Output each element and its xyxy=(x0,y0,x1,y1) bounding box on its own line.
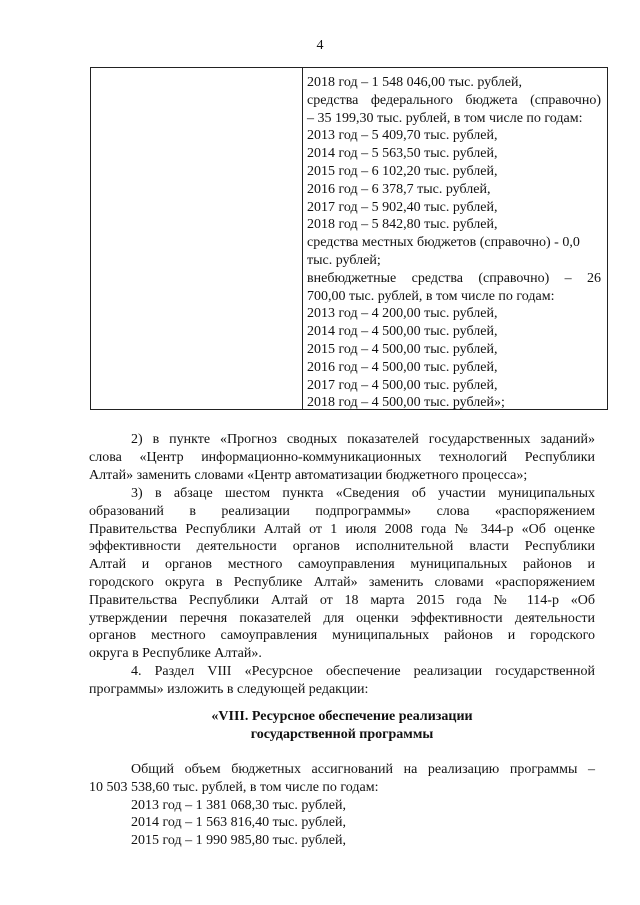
section-heading-line: «VIII. Ресурсное обеспечение реализации xyxy=(211,709,473,724)
table-line: 2017 год – 4 500,00 тыс. рублей, xyxy=(307,377,498,393)
paragraph-line: городского округа в Республике Алтай» заменить словами «распоряжением xyxy=(89,574,595,590)
paragraph-line: органов местного самоуправления муниципальных районов и городского xyxy=(89,628,595,644)
funding-table xyxy=(90,67,608,410)
table-line: 700,00 тыс. рублей, в том числе по годам: xyxy=(307,288,555,304)
paragraph-line: слова «Центр информационно-коммуникационных технологий Республики xyxy=(89,449,595,465)
paragraph-line: округа в Республике Алтай». xyxy=(89,646,262,662)
table-column-divider xyxy=(302,68,303,409)
section-heading-line: государственной программы xyxy=(250,726,434,742)
paragraph-line: 3) в абзаце шестом пункта «Сведения об участии муниципальных xyxy=(131,486,595,501)
paragraph-line: утверждении перечня показателей для оценки эффективности деятельности xyxy=(89,610,595,626)
table-line: 2015 год – 6 102,20 тыс. рублей, xyxy=(307,163,498,179)
table-line: 2014 год – 4 500,00 тыс. рублей, xyxy=(307,324,498,340)
table-line: 2016 год – 6 378,7 тыс. рублей, xyxy=(307,181,491,197)
table-line: 2016 год – 4 500,00 тыс. рублей, xyxy=(307,359,498,375)
table-line: – 35 199,30 тыс. рублей, в том числе по годам: xyxy=(307,110,583,126)
paragraph-line: 2013 год – 1 381 068,30 тыс. рублей, xyxy=(131,797,346,813)
paragraph-line: Алтай и органов местного самоуправления муниципальных районов и xyxy=(89,557,595,573)
paragraph-line: образований в реализации подпрограммы» слова «распоряжением xyxy=(89,503,595,519)
table-line: 2017 год – 5 902,40 тыс. рублей, xyxy=(307,199,498,215)
table-line: 2014 год – 5 563,50 тыс. рублей, xyxy=(307,146,498,162)
table-line: тыс. рублей; xyxy=(307,252,381,268)
table-line: 2015 год – 4 500,00 тыс. рублей, xyxy=(307,341,498,357)
table-line: средства федерального бюджета (справочно) xyxy=(307,92,601,108)
paragraph-line: программы» изложить в следующей редакции: xyxy=(89,681,369,697)
table-line: 2013 год – 5 409,70 тыс. рублей, xyxy=(307,128,498,144)
paragraph-line: 2014 год – 1 563 816,40 тыс. рублей, xyxy=(131,815,346,831)
paragraph-line: 2015 год – 1 990 985,80 тыс. рублей, xyxy=(131,833,346,849)
paragraph-final xyxy=(89,761,595,850)
paragraph-line: 2) в пункте «Прогноз сводных показателей государственных заданий» xyxy=(131,432,595,447)
paragraph-line: Правительства Республики Алтай от 18 марта 2015 года № 114-р «Об xyxy=(89,592,595,608)
table-line: 2013 год – 4 200,00 тыс. рублей, xyxy=(307,306,498,322)
paragraph-line: эффективности деятельности органов исполнительной власти Республики xyxy=(89,539,595,555)
paragraph-3 xyxy=(89,485,595,663)
paragraph-line: Общий объем бюджетных ассигнований на реализацию программы – xyxy=(131,762,595,777)
page-number: 4 xyxy=(316,38,324,53)
paragraph-line: 4. Раздел VIII «Ресурсное обеспечение реализации государственной xyxy=(131,664,595,679)
table-line: внебюджетные средства (справочно) – 26 xyxy=(307,270,601,286)
table-right-cell xyxy=(307,74,601,412)
table-line: 2018 год – 5 842,80 тыс. рублей, xyxy=(307,217,498,233)
table-line: 2018 год – 1 548 046,00 тыс. рублей, xyxy=(307,75,522,90)
paragraph-line: Правительства Республики Алтай от 1 июля 2008 года № 344-р «Об оценке xyxy=(89,521,595,537)
paragraph-2 xyxy=(89,431,595,484)
table-line: 2018 год – 4 500,00 тыс. рублей»; xyxy=(307,395,505,411)
table-line: средства местных бюджетов (справочно) - 0,0 xyxy=(307,235,580,251)
paragraph-line: 10 503 538,60 тыс. рублей, в том числе по годам: xyxy=(89,779,379,795)
paragraph-4 xyxy=(89,663,595,699)
section-heading xyxy=(89,708,595,744)
paragraph-line: Алтай» заменить словами «Центр автоматизации бюджетного процесса»; xyxy=(89,467,528,483)
